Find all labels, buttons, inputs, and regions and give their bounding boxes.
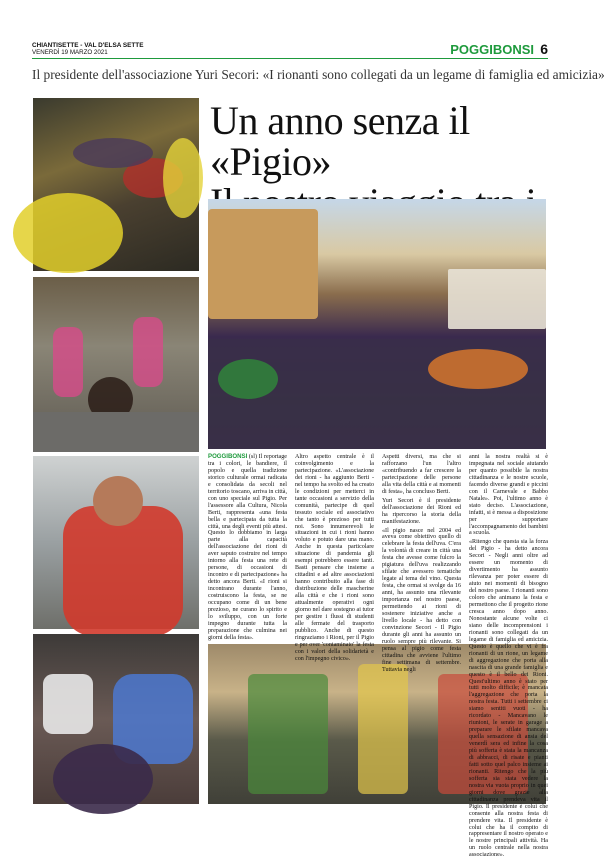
- column-2: [295, 454, 374, 662]
- publication-info: [32, 42, 143, 56]
- photo-embrace: [33, 456, 199, 629]
- paragraph: Altro aspetto centrale è il coinvolgimento e la partecipazione. «L'associazione dei rioni - ha aggiunto Berti - nel tempo ha svolto ed ha creato le condizioni per metterci in tante occasioni a servizio della comunità, partecipe di quel tessuto sociale ed associativo che tanto è prezioso per tutti noi. Sono innumerevoli le situazioni in cui i rioni hanno voluto e potuto dare una mano. Anche in questa particolare situazione di pandemia gli esempi potrebbero essere tanti. Basti pensare che insieme a cittadini e ad altre associazioni hanno contribuito alla fase di distribuzione delle mascherine alla città e che i rioni sono attualmente operativi ogni giorno nel dare sostegno ai tutor per gestire i flussi di studenti alle fermate del trasporto pubblico. Anche di questo ringraziamo i Rioni, per il Pigio e per over 'contaminato' la festa con i valori della solidarietà e con l'impegno civico».: [295, 454, 374, 662]
- photo-runners-barrel: [33, 277, 199, 450]
- paragraph: Yuri Secori è il presidente dell'associazione dei Rioni ed ha ripercorso la storia della manifestazione.: [382, 497, 461, 525]
- paragraph-text: (sl) Il reportage tra i colori, le bandiere, il popolo e quella tradizione storico culturale ormai radicata e consolidata da secoli nel territorio toscano, arriva in città, con uno speciale sul Pigio. Per l'assessore alla Cultura, Nicola Berti, rappresenta «una festa bella e partecipata da tutta la città, una degli eventi più attesi. Questo lo dobbiamo in larga parte alla capacità dell'associazione dei rioni di aver saputo costruire nel tempo intorno alla festa una rete di persone, di occasioni di incontro e di partecipazione» ha detto ancora Berti. «I rioni si incontrano durante l'anno, costruiscono la festa, se ne occupano come di un bene prezioso, ne curano lo spirito e lo sviluppo, con un forte impegno durante tutta la preparazione che culmina nei giorni della festa».: [208, 454, 287, 641]
- column-1: [208, 454, 287, 642]
- page-header: [32, 40, 548, 59]
- column-3: [382, 454, 461, 673]
- page-number: 6: [540, 41, 548, 57]
- title-line-1: Un anno senza il «Pigio»: [210, 98, 470, 184]
- column-4: [469, 454, 548, 859]
- article-kicker: Il presidente dell'associazione Yuri Secori: «I rionanti sono collegati da un legame di famiglia ed amicizia»: [32, 67, 605, 82]
- publication-name: CHIANTISETTE - VAL D'ELSA SETTE: [32, 42, 144, 49]
- dateline: POGGIBONSI: [208, 453, 248, 460]
- publication-date: VENERDÌ 19 MARZO 2021: [32, 49, 108, 56]
- paragraph: «Il pigio nasce nel 2004 ed aveva come obiettivo quello di celebrare la festa dell'uva. C'era la volontà di creare in città una festa che avesse come fulcro la pigiatura dell'uva realizzando sfilate che avessero tematiche legate al tema del vino. Questa festa, che ormai si svolge da 16 anni, ha assunto una rilevante importanza nel nostro paese, permettendo ai rioni di sostenere iniziative anche a livello locale - ha detto con convinzione Secori - Il Pigio durante gli anni ha assunto un ruolo sempre più rilevante. Si pensa al pigio come festa cittadina che avviene l'ultimo fine settimana di settembre. Tuttavia negli: [382, 527, 461, 673]
- paragraph: «Ritengo che questa sia la forza del Pigio - ha detto ancora Secori - Negli anni oltre ad essere un momento di divertimento ha assunto rilevanza per poter essere di aiuto nei momenti di bisogno del nostro paese. I rionanti sono coloro che animano la festa e permettono che il progetto rione cresca anno dopo anno. Nonostante alcune volte ci siano delle incomprensioni i rionanti sono collegati da un legame di famiglia ed amicizia. Questo è quello che vi è fra rionanti di un rione, un legame di aggregazione che porta alla nascita di una grande famiglia e questo è il bello dei Rioni. Quest'ultimo anno è stato per tutti molto difficile; è mancata l'aggregazione che porta la nostra festa. Tutti i settembre ci siamo sentiti vuoti - ha ricordato - Mancavano le riunioni, le serate in garage a preparare le sfilate mancava quella sensazione di ansia del venerdì sera ed infine la cosa più sofferta è stata la mancanza di abbracci, di risate e pianti fatti sotto quel palco insieme ai rionanti. Ritengo che la più sofferta sia stata vedere la nostra via vuota proprio in quei giorni dove grazie alla cittadinanza prendeva vita il Pigio. Il presidente è colui che consente alla nostra festa di prendere vita. Il presidente è colui che ha il compito di rappresentare il nostro operato e le nostre principali attività. Ha un ruolo centrale nella nostra associazione».: [469, 539, 548, 859]
- paragraph: anni la nostra realtà si è impegnata nel sociale aiutando per quanto possibile la nostra cittadinanza e le nostre scuole, facendo diverse grandi e piccini con il Carnevale e Babbo Natale». Poi, l'ultimo anno è stato deciso. L'associazione, infatti, si è messa a disposizione per supportare l'accompagnamento dei bambini a scuola.: [469, 454, 548, 537]
- photo-grape-stomping: [33, 98, 199, 271]
- photo-piazza-crowd: [208, 199, 546, 449]
- paragraph: [208, 454, 287, 642]
- photo-grape-crowd: [33, 634, 199, 804]
- paragraph: Aspetti diversi, ma che si rafforzano l'un l'altro «contribuendo a far crescere la partecipazione delle persone alla vita della città e ai momenti di festa», ha concluso Berti.: [382, 454, 461, 495]
- section-name: POGGIBONSI: [450, 42, 534, 57]
